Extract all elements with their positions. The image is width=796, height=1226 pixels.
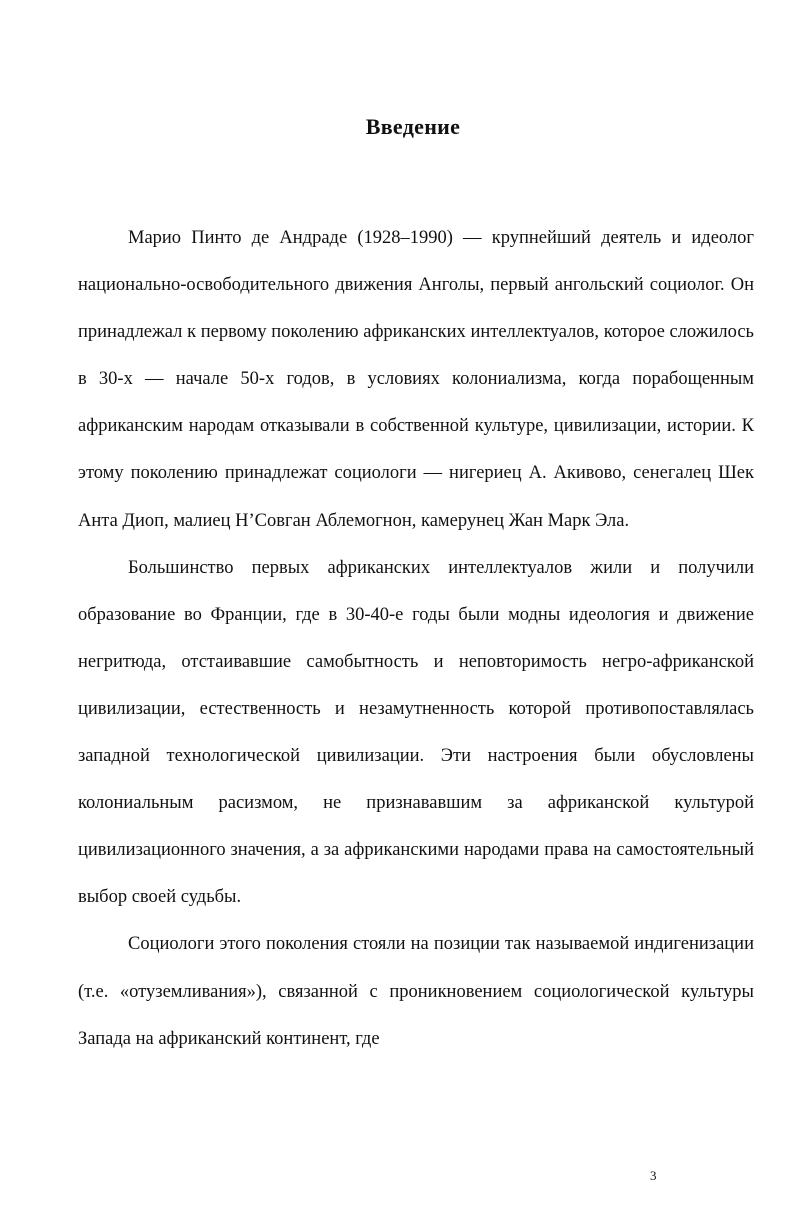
paragraph-3: Социологи этого поколения стояли на позиции так называемой индигенизации (т.е. «отуземливания»), связанной с проникновением социологической культуры Запада на африканский континент, где [78, 934, 754, 1049]
paragraph-1: Марио Пинто де Андраде (1928–1990) — крупнейший деятель и идеолог национально-освободительного движения Анголы, первый ангольский социолог. Он принадлежал к первому поколению африканских интеллектуалов, которое сложилось в 30-х — начале 50-х годов, в условиях колониализма, когда порабощенным африканским народам отказывали в собственной культуре, цивилизации, истории. К этому поколению принадлежат социологи — нигериец А. Акивово, сенегалец Шек Анта Диоп, малиец Н’Совган Аблемогнон, камерунец Жан Марк Эла. [78, 228, 754, 531]
body-text [78, 215, 754, 1063]
page-number: 3 [650, 1168, 657, 1183]
paragraph-2: Большинство первых африканских интеллектуалов жили и получили образование во Франции, где в 30-40-е годы были модны идеология и движение негритюда, отстаивавшие самобытность и неповторимость негро-африканской цивилизации, естественность и незамутненность которой противопоставлялась западной технологической цивилизации. Эти настроения были обусловлены колониальным расизмом, не признававшим за африканской культурой цивилизационного значения, а за африканскими народами права на самостоятельный выбор своей судьбы. [78, 557, 754, 908]
page-title: Введение [365, 114, 461, 139]
